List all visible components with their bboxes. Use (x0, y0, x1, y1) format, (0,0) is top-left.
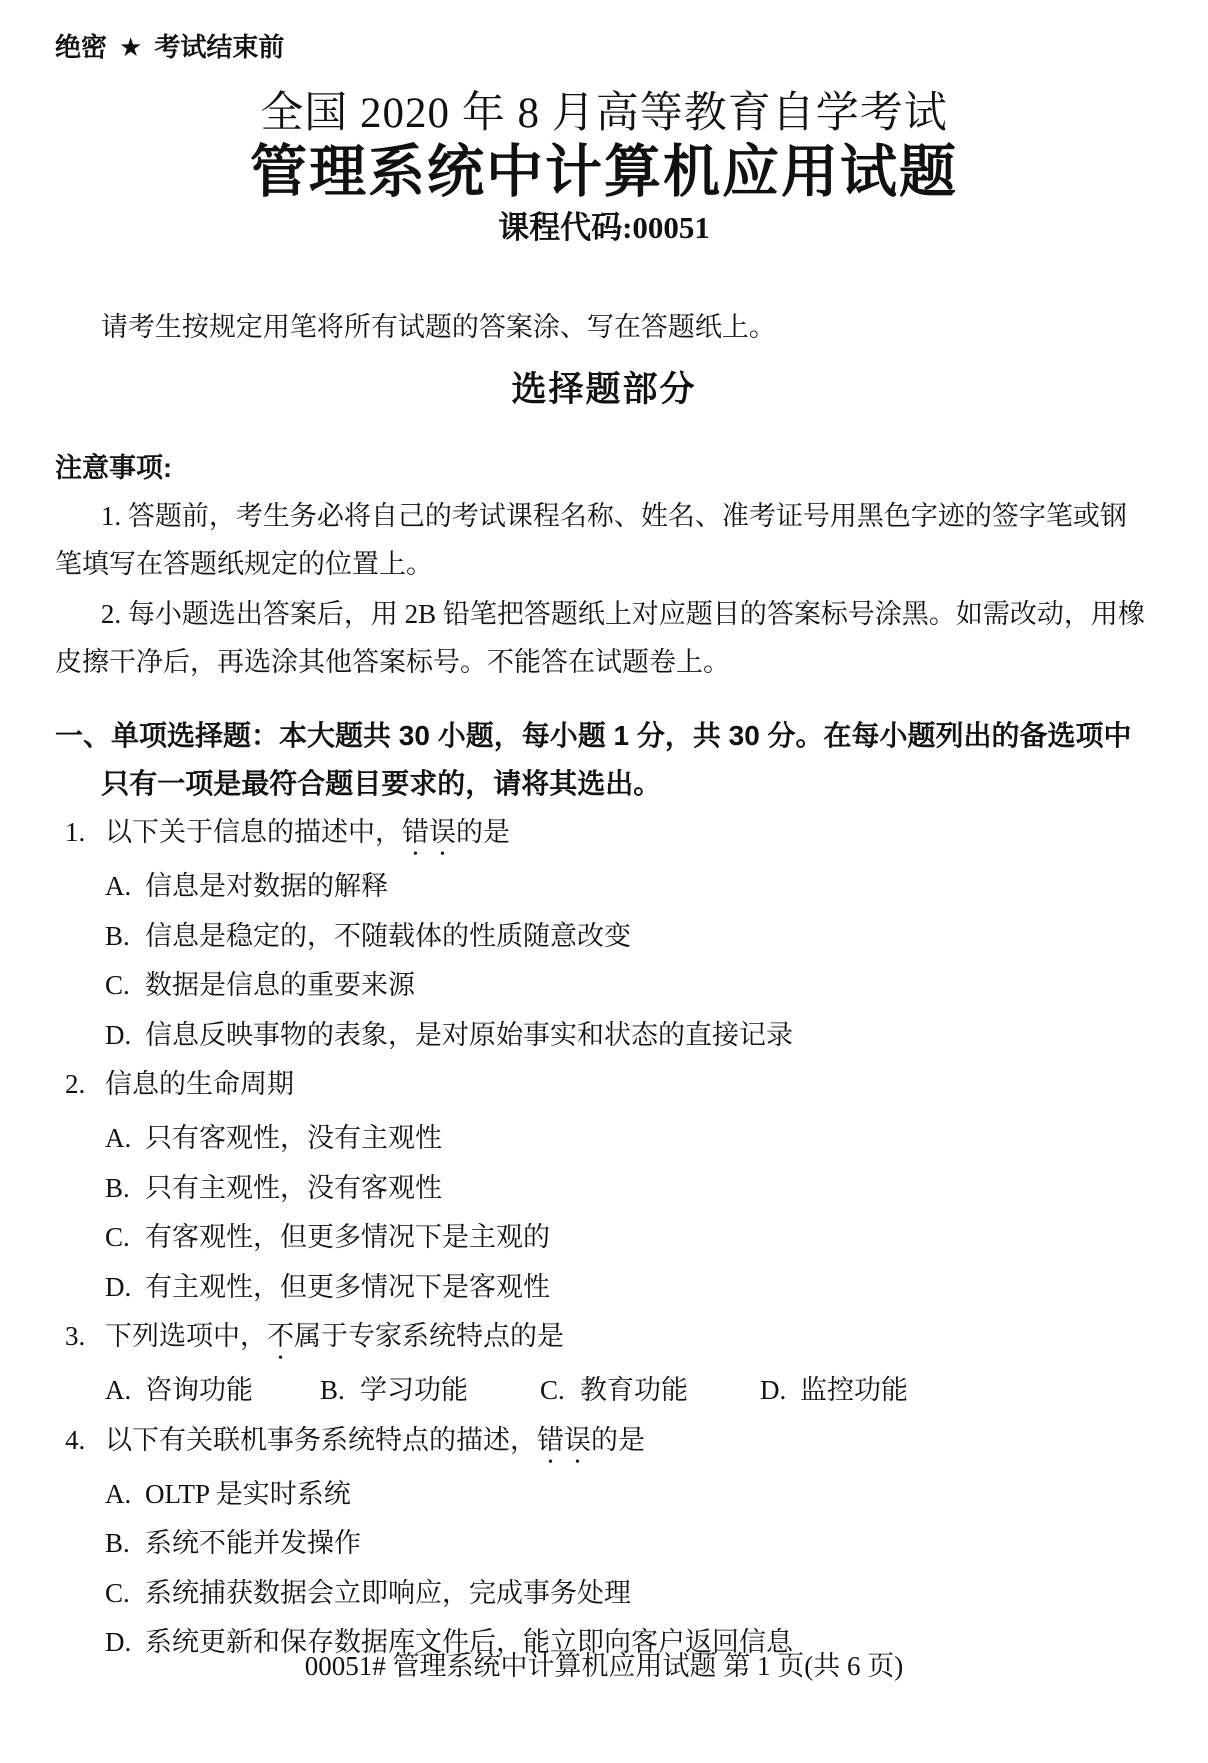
option-label: C. (105, 1222, 130, 1252)
classification-note: 考试结束前 (154, 32, 285, 62)
question-1-stem (65, 808, 1153, 862)
option-label: C. (105, 970, 130, 1000)
notice-item-1: 1. 答题前，考生务必将自己的考试课程名称、姓名、准考证号用黑色字迹的签字笔或钢笔填写在答题纸规定的位置上。 (55, 501, 1127, 579)
question-2-stem (65, 1060, 1153, 1114)
question-2-text (105, 1069, 294, 1099)
option-label: A. (105, 1123, 132, 1153)
question-3-text-post: 属于专家系统特点的是 (294, 1321, 564, 1351)
notice-heading: 注意事项: (55, 453, 172, 483)
page-footer: 00051# 管理系统中计算机应用试题 第 1 页(共 6 页) (304, 1651, 904, 1681)
option-text: 只有主观性，没有客观性 (145, 1172, 442, 1203)
question-3-option-d (760, 1366, 908, 1416)
option-label: D. (105, 1271, 132, 1302)
option-label: A. (105, 1478, 132, 1509)
question-4-text-pre: 以下有关联机事务系统特点的描述， (105, 1424, 537, 1455)
option-label: A. (105, 1375, 132, 1405)
question-3-number: 3. (65, 1321, 86, 1351)
paper-title: 管理系统中计算机应用试题 (250, 141, 958, 204)
question-4-option-b (105, 1519, 1153, 1569)
section-one-heading: 一、单项选择题：本大题共 30 小题，每小题 1 分，共 30 分。在每小题列出的备选项中只有一项是最符合题目要求的，请将其选出。 (55, 720, 1132, 799)
question-1-text-pre: 以下关于信息的描述中， (105, 817, 402, 847)
part-heading: 选择题部分 (511, 370, 697, 409)
question-2-option-c (105, 1213, 1153, 1263)
option-text: 信息是对数据的解释 (145, 871, 388, 901)
question-3-text-emphasis: 不 (267, 1321, 294, 1351)
option-text: 只有客观性，没有主观性 (145, 1123, 442, 1153)
question-2-number: 2. (65, 1069, 86, 1099)
exam-session-title: 全国 2020 年 8 月高等教育自学考试 (260, 90, 948, 137)
option-label: D. (105, 1019, 132, 1050)
option-text: 系统捕获数据会立即响应，完成事务处理 (145, 1577, 631, 1608)
question-3-text (105, 1321, 564, 1351)
notice-section (55, 452, 1153, 686)
option-label: D. (105, 1627, 132, 1657)
option-text: 系统更新和保存数据库文件后，能立即向客户返回信息 (145, 1627, 793, 1657)
question-4-option-a (105, 1470, 1153, 1520)
notice-item-2: 2. 每小题选出答案后，用 2B 铅笔把答题纸上对应题目的答案标号涂黑。如需改动，用橡皮擦干净后，再选涂其他答案标号。不能答在试题卷上。 (55, 599, 1145, 677)
question-4-text-emphasis: 错误 (537, 1424, 591, 1455)
option-text: 学习功能 (360, 1375, 468, 1405)
question-4-stem (65, 1416, 1153, 1470)
question-3-stem (65, 1312, 1153, 1366)
question-3-options-row (105, 1366, 1153, 1416)
option-text: OLTP 是实时系统 (145, 1478, 351, 1509)
option-label: B. (105, 1172, 130, 1203)
option-label: C. (540, 1375, 565, 1405)
option-label: B. (105, 1528, 130, 1558)
option-label: B. (105, 920, 130, 951)
question-4-text (105, 1425, 645, 1455)
question-3-option-b (320, 1366, 540, 1416)
question-2-text-pre: 信息的生命周期 (105, 1069, 294, 1099)
question-4-number: 4. (65, 1424, 86, 1455)
question-4-text-post: 的是 (591, 1424, 645, 1455)
answer-instruction: 请考生按规定用笔将所有试题的答案涂、写在答题纸上。 (100, 312, 776, 342)
option-label: B. (320, 1375, 345, 1405)
question-1-option-a (105, 862, 1153, 912)
question-2-option-d (105, 1263, 1153, 1313)
option-text: 信息是稳定的，不随载体的性质随意改变 (145, 920, 631, 951)
question-4-option-c (105, 1569, 1153, 1619)
question-list (55, 808, 1153, 1668)
question-3-option-a (105, 1366, 320, 1416)
option-text: 咨询功能 (145, 1375, 253, 1405)
question-1-text-post: 的是 (456, 817, 510, 847)
option-text: 监控功能 (800, 1375, 908, 1405)
question-1-text (105, 817, 510, 847)
option-text: 数据是信息的重要来源 (145, 970, 415, 1000)
option-label: D. (760, 1375, 787, 1405)
question-2-option-a (105, 1114, 1153, 1164)
classification-banner (55, 0, 1153, 62)
course-code: 课程代码:00051 (498, 210, 710, 245)
question-3-text-pre: 下列选项中， (105, 1321, 267, 1351)
question-1-number: 1. (65, 817, 86, 847)
star-icon: ★ (119, 32, 143, 62)
option-label: A. (105, 871, 132, 901)
option-label: C. (105, 1577, 130, 1608)
option-text: 有客观性，但更多情况下是主观的 (145, 1222, 550, 1252)
classification-level: 绝密 (55, 32, 108, 62)
option-text: 有主观性，但更多情况下是客观性 (145, 1271, 550, 1302)
question-1-option-d (105, 1011, 1153, 1061)
question-1-text-emphasis: 错误 (402, 817, 456, 847)
option-text: 信息反映事物的表象，是对原始事实和状态的直接记录 (145, 1019, 793, 1050)
option-text: 教育功能 (580, 1375, 688, 1405)
option-text: 系统不能并发操作 (145, 1528, 361, 1558)
question-3-option-c (540, 1366, 760, 1416)
question-1-option-b (105, 912, 1153, 962)
question-1-option-c (105, 961, 1153, 1011)
question-2-option-b (105, 1164, 1153, 1214)
